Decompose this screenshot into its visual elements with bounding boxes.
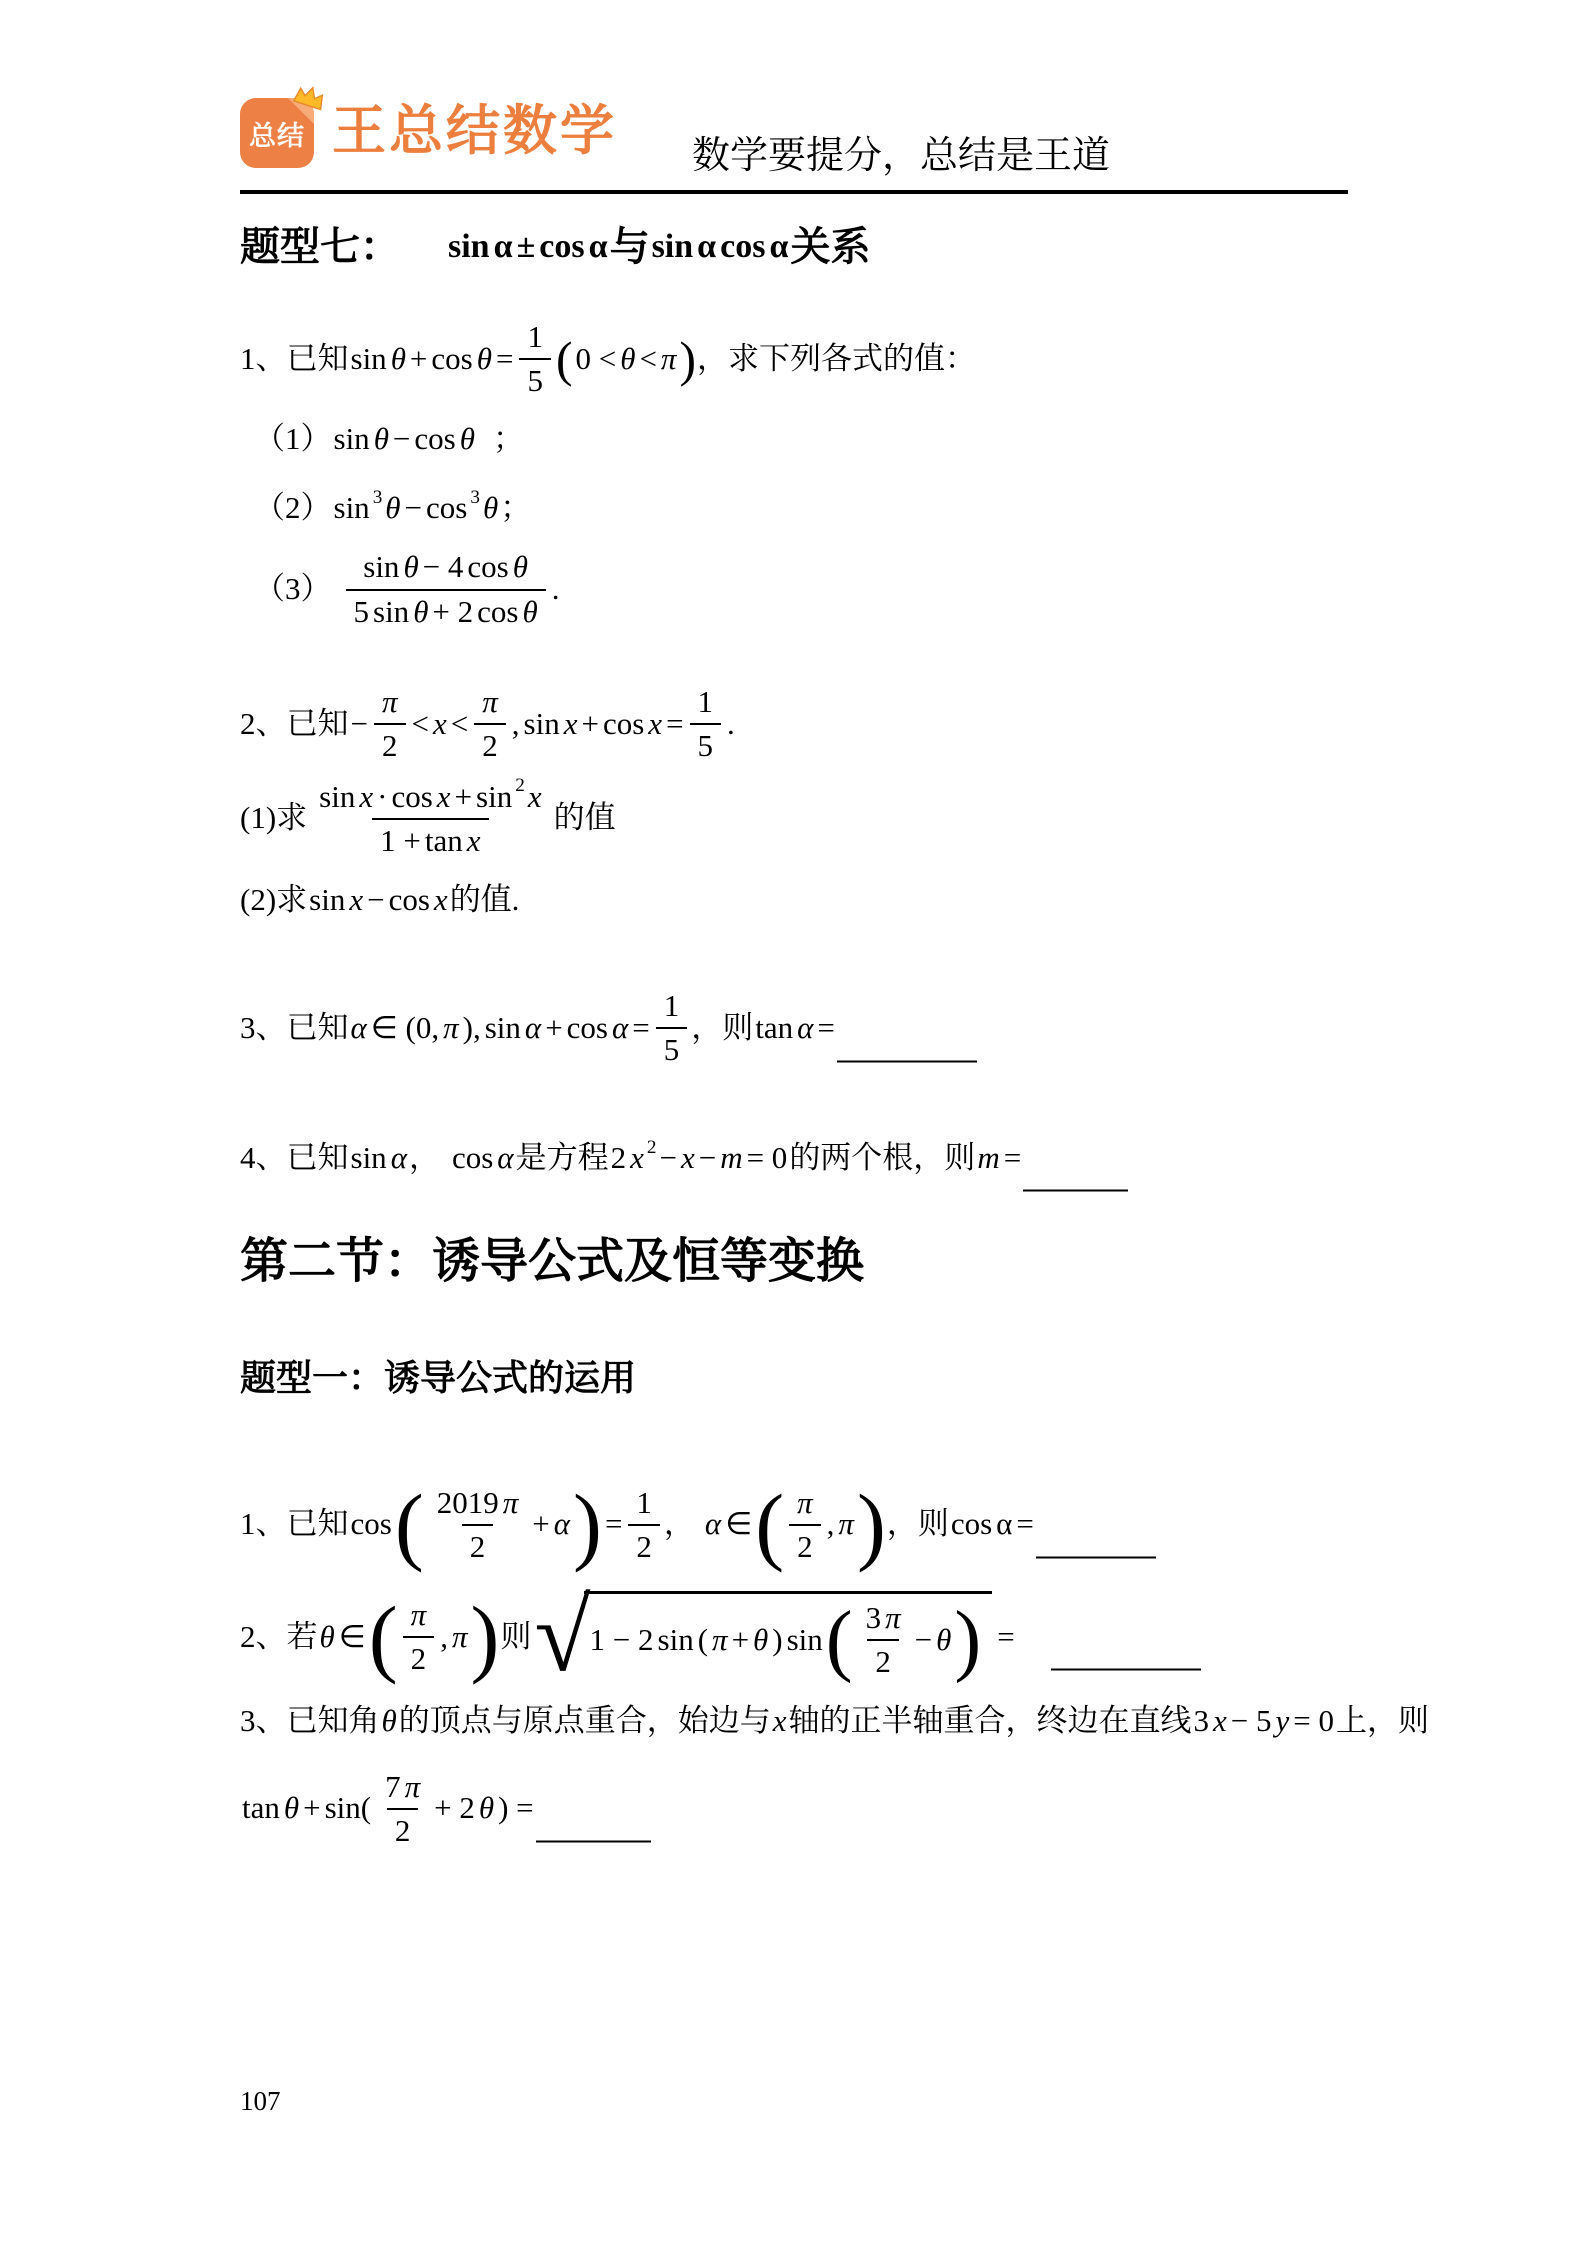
s2-problem-3-line2: tan θ + sin( 7 π 2 + 2 θ ) = <box>240 1766 1447 1853</box>
logo-icon-label: 总结 <box>249 120 305 151</box>
s7-problem-1-sub3: （3） sin θ − 4 cos θ 5 sin θ + 2 cos θ . <box>254 546 1447 633</box>
header-slogan: 数学要提分，总结是王道 <box>692 135 1111 177</box>
s7-problem-1: 1、已知 sin θ + cos θ = $\frac{1}{5}$ ( 0 < θ < π ) ，求下列各式的值： <box>240 316 1447 403</box>
page-content <box>0 192 1587 1852</box>
s2-problem-2: 2、若 θ ∈ ( $\frac{\pi}{2}$ , π ) 则 √ 1 − 2 sin ( π + θ ) sin ( 3 π 2 − θ ) = <box>240 1586 1447 1688</box>
s2-problem-1: 1、已知 cos ( 2019 π 2 + α ) = $\frac{1}{2}$ ， α ∈ ( $\frac{\pi}{2}$ , π ) ，则 cos α = <box>240 1482 1447 1569</box>
section2-subheading: 题型一：诱导公式的运用 <box>240 1357 637 1399</box>
s7-problem-4: 4、已知 sin α ， cos α 是方程 2 x 2 − x − m = 0 的两个根，则 m = <box>240 1136 1447 1181</box>
s7-problem-1-sub1: （1） sin θ − cos θ ； <box>254 420 524 456</box>
s7-problem-2-sub1: (1)求 sin x · cos x + sin 2 x 1 + tan x 的值 <box>240 776 1447 863</box>
s7-problem-2-sub2: (2)求 sin x − cos x 的值. <box>240 882 520 918</box>
s7-problem-2: 2、已知 − $\frac{\pi}{2}$ < x < $\frac{\pi}{2}$ , sin x + cos x = $\frac{1}{5}$ . <box>240 681 1447 768</box>
s2-problem-3-line1: 3、已知角 θ 的顶点与原点重合，始边与 x 轴的正半轴重合，终边在直线 3 x − 5 y = 0 上，则 <box>240 1702 1429 1738</box>
brand-name: 王总结数学 <box>332 101 617 161</box>
section2-heading: 第二节：诱导公式及恒等变换 <box>240 1234 865 1288</box>
s7-problem-3: 3、已知 α ∈ (0, π ), sin α + cos α = $\frac{1}{5}$ ，则 tan α = <box>240 985 1447 1072</box>
section7-title: 题型七： sin α ± cos α 与 sin α cos α 关系 <box>240 225 871 269</box>
s7-problem-1-sub2: （2） sin 3 θ − cos 3 θ ； <box>254 486 532 525</box>
brand-logo-icon <box>240 98 314 168</box>
page-number: 107 <box>240 2086 281 2116</box>
